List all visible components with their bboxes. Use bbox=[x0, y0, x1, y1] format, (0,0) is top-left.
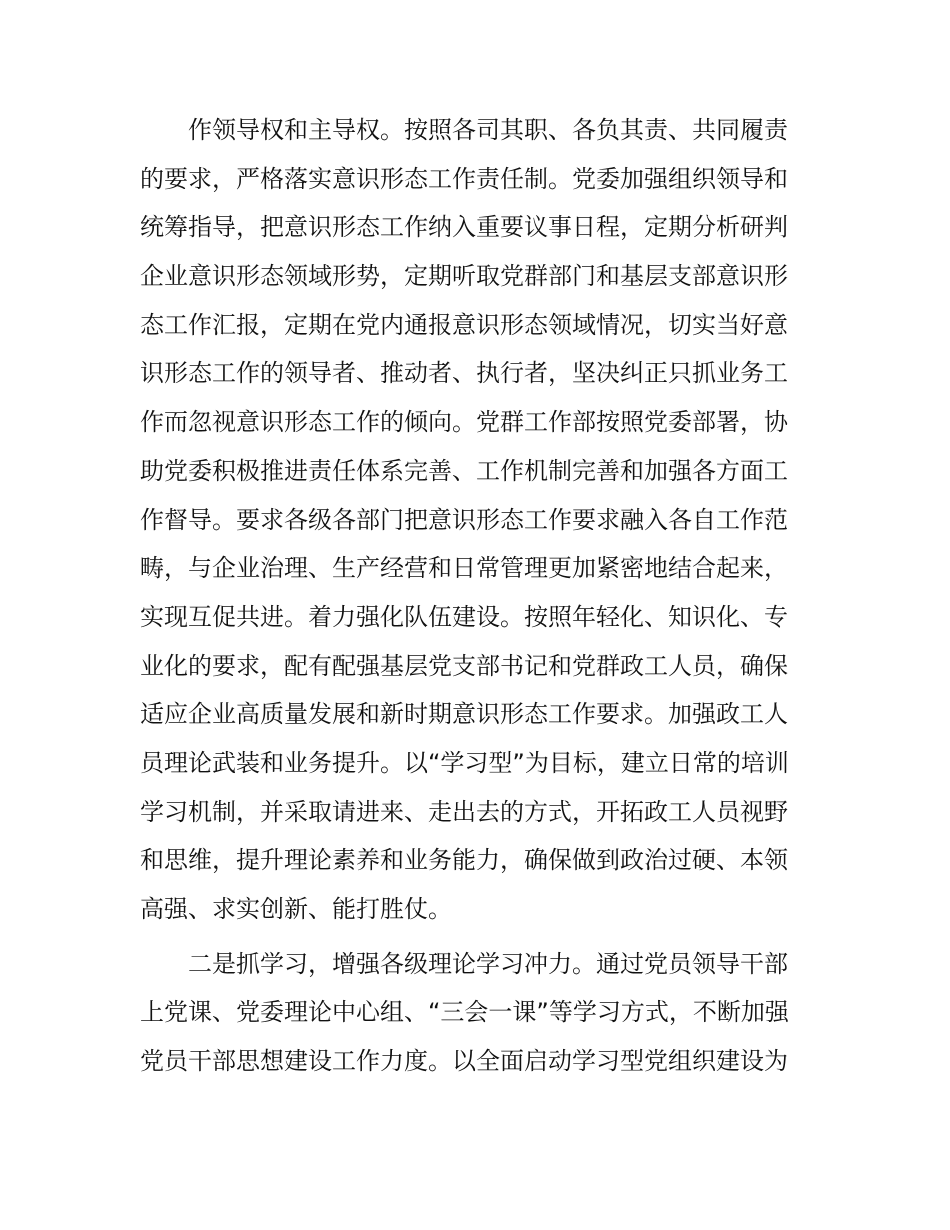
paragraph-line: 统筹指导，把意识形态工作纳入重要议事日程，定期分析研判 bbox=[140, 213, 788, 242]
paragraph-line: 识形态工作的领导者、推动者、执行者，坚决纠正只抓业务工 bbox=[140, 359, 788, 388]
paragraph-line: 二是抓学习，增强各级理论学习冲力。通过党员领导干部 bbox=[188, 949, 788, 978]
paragraph-1 bbox=[140, 106, 812, 934]
paragraph-line: 党员干部思想建设工作力度。以全面启动学习型党组织建设为 bbox=[140, 1047, 788, 1076]
paragraph-line: 作而忽视意识形态工作的倾向。党群工作部按照党委部署，协 bbox=[140, 408, 788, 437]
paragraph-line: 态工作汇报，定期在党内通报意识形态领域情况，切实当好意 bbox=[140, 310, 788, 339]
paragraph-line: 高强、求实创新、能打胜仗。 bbox=[140, 895, 452, 923]
paragraph-line: 企业意识形态领域形势，定期听取党群部门和基层支部意识形 bbox=[140, 262, 788, 291]
paragraph-line: 和思维，提升理论素养和业务能力，确保做到政治过硬、本领 bbox=[140, 846, 788, 875]
paragraph-line: 的要求，严格落实意识形态工作责任制。党委加强组织领导和 bbox=[140, 164, 788, 193]
document-body bbox=[140, 106, 812, 1086]
paragraph-line: 实现互促共进。着力强化队伍建设。按照年轻化、知识化、专 bbox=[140, 602, 788, 631]
paragraph-line: 上党课、党委理论中心组、“三会一课”等学习方式，不断加强 bbox=[140, 998, 789, 1027]
paragraph-line: 业化的要求，配有配强基层党支部书记和党群政工人员，确保 bbox=[140, 651, 788, 680]
paragraph-line: 适应企业高质量发展和新时期意识形态工作要求。加强政工人 bbox=[140, 700, 788, 729]
paragraph-line: 学习机制，并采取请进来、走出去的方式，开拓政工人员视野 bbox=[140, 797, 788, 826]
paragraph-line: 作督导。要求各级各部门把意识形态工作要求融入各自工作范 bbox=[140, 505, 788, 534]
paragraph-line: 助党委积极推进责任体系完善、工作机制完善和加强各方面工 bbox=[140, 456, 788, 485]
paragraph-2 bbox=[140, 940, 812, 1086]
paragraph-line: 员理论武装和业务提升。以“学习型”为目标，建立日常的培训 bbox=[140, 748, 789, 777]
paragraph-line: 畴，与企业治理、生产经营和日常管理更加紧密地结合起来， bbox=[140, 554, 788, 583]
paragraph-line: 作领导权和主导权。按照各司其职、各负其责、共同履责 bbox=[188, 116, 788, 144]
